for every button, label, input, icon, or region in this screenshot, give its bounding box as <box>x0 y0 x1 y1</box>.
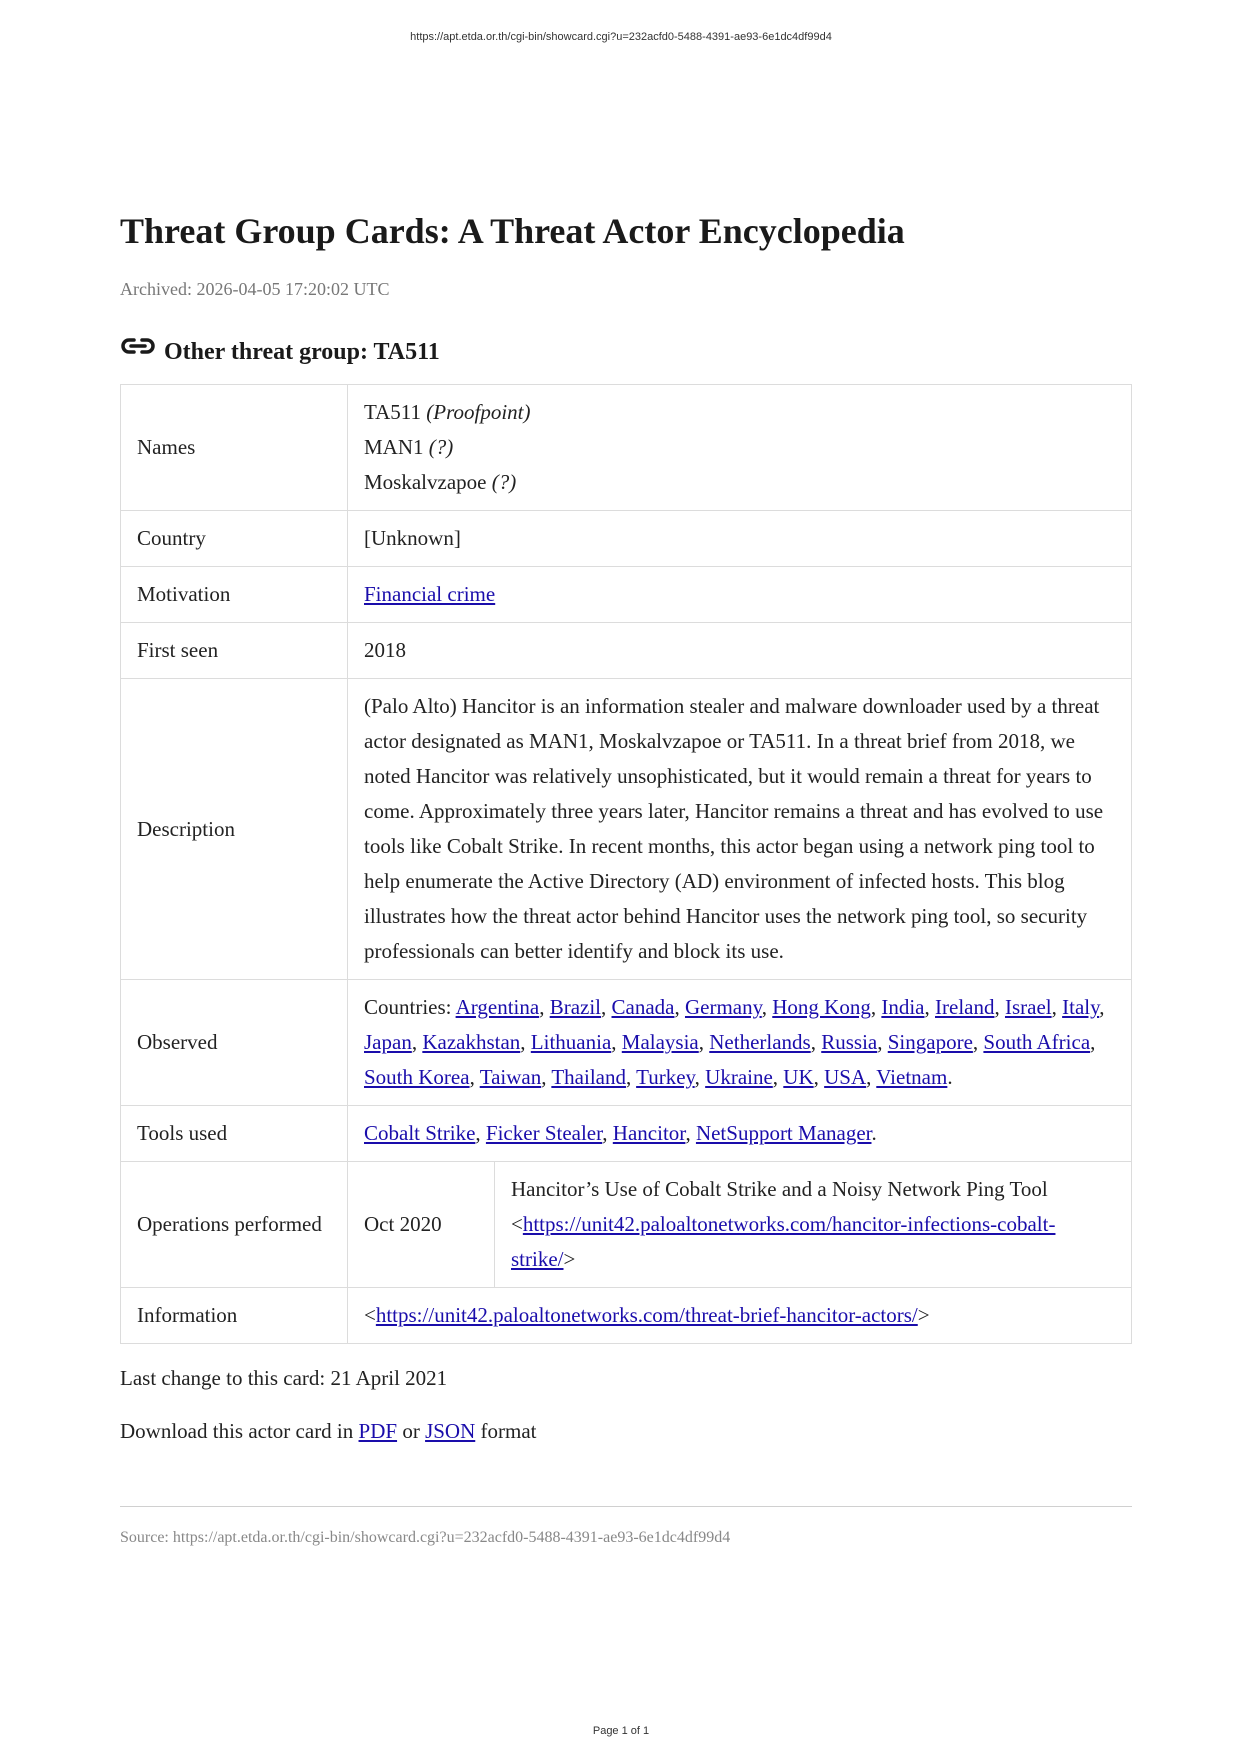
country-link[interactable]: Ireland <box>935 995 995 1020</box>
tool-link[interactable]: Ficker Stealer <box>485 1121 603 1146</box>
country-link[interactable]: South Korea <box>364 1065 470 1090</box>
main-content <box>120 210 1132 1547</box>
country-link[interactable]: Italy <box>1062 995 1100 1020</box>
country-link[interactable]: UK <box>783 1065 814 1090</box>
motivation-label: Motivation <box>121 567 348 623</box>
country-link[interactable]: Russia <box>821 1030 878 1055</box>
operation-title: Hancitor’s Use of Cobalt Strike and a Noisy Network Ping Tool <box>511 1177 1048 1202</box>
row-country <box>121 511 1132 567</box>
country-link[interactable]: Japan <box>364 1030 412 1055</box>
first-seen-value: 2018 <box>348 623 1132 679</box>
information-label: Information <box>121 1288 348 1344</box>
page-title: Threat Group Cards: A Threat Actor Encyclopedia <box>120 211 905 251</box>
country-link[interactable]: Thailand <box>551 1065 626 1090</box>
country-value: [Unknown] <box>348 511 1132 567</box>
country-link[interactable]: Taiwan <box>479 1065 542 1090</box>
json-download-link[interactable]: JSON <box>425 1419 476 1444</box>
country-link[interactable]: South Africa <box>983 1030 1091 1055</box>
operation-link[interactable]: https://unit42.paloaltonetworks.com/hancitor-infections-cobalt-strike/ <box>511 1212 1056 1272</box>
row-description <box>121 679 1132 980</box>
country-link[interactable]: Germany <box>684 995 762 1020</box>
page-url-header: https://apt.etda.or.th/cgi-bin/showcard.cgi?u=232acfd0-5488-4391-ae93-6e1dc4df99d4 <box>410 31 832 43</box>
tools-value <box>348 1106 1132 1162</box>
country-link[interactable]: USA <box>824 1065 867 1090</box>
countries-list: Argentina, Brazil, Canada, Germany, Hong Kong, India, Ireland, Israel, Italy, Japan, Kazakhstan, Lithuania, Malaysia, Netherlands, Russia, Singapore, South Africa, South Korea, Taiwan, Thailand, Turkey, Ukraine, UK, USA, Vietnam. <box>364 995 1105 1090</box>
country-link[interactable]: Israel <box>1004 995 1052 1020</box>
link-icon[interactable] <box>120 332 156 362</box>
name-entry: Moskalvzapoe (?) <box>364 470 517 495</box>
country-link[interactable]: Malaysia <box>621 1030 699 1055</box>
country-link[interactable]: Ukraine <box>705 1065 773 1090</box>
tool-link[interactable]: NetSupport Manager <box>695 1121 872 1146</box>
row-information <box>121 1288 1132 1344</box>
information-value: <https://unit42.paloaltonetworks.com/threat-brief-hancitor-actors/> <box>348 1288 1132 1344</box>
operation-date: Oct 2020 <box>348 1162 495 1288</box>
country-link[interactable]: Netherlands <box>709 1030 811 1055</box>
row-operations <box>121 1162 1132 1288</box>
pdf-download-link[interactable]: PDF <box>358 1419 398 1444</box>
tool-link[interactable]: Cobalt Strike <box>364 1121 476 1146</box>
row-motivation <box>121 567 1132 623</box>
row-observed <box>121 980 1132 1106</box>
source-url: Source: https://apt.etda.or.th/cgi-bin/showcard.cgi?u=232acfd0-5488-4391-ae93-6e1dc4df99d4 <box>120 1529 731 1547</box>
last-change-text: Last change to this card: 21 April 2021 <box>120 1366 448 1391</box>
country-link[interactable]: India <box>881 995 925 1020</box>
description-text: (Palo Alto) Hancitor is an information stealer and malware downloader used by a threat actor designated as MAN1, Moskalvzapoe or TA511. In a threat brief from 2018, we noted Hancitor was relatively unsophisticated, but it would remain a threat for years to come. Approximately three years later, Hancitor remains a threat and has evolved to use tools like Cobalt Strike. In recent months, this actor began using a network ping tool to help enumerate the Active Directory (AD) environment of infected hosts. This blog illustrates how the threat actor behind Hancitor uses the network ping tool, so security professionals can better identify and block its use. <box>348 679 1132 980</box>
country-link[interactable]: Vietnam <box>876 1065 948 1090</box>
first-seen-label: First seen <box>121 623 348 679</box>
country-link[interactable]: Canada <box>611 995 675 1020</box>
download-line: Download this actor card in PDF or JSON format <box>120 1419 537 1444</box>
footer-divider <box>120 1506 1132 1507</box>
operation-detail: Hancitor’s Use of Cobalt Strike and a Noisy Network Ping Tool <https://unit42.paloaltonetworks.com/hancitor-infections-cobalt-strike/> <box>495 1162 1132 1288</box>
row-names <box>121 385 1132 511</box>
name-entry: MAN1 (?) <box>364 435 454 460</box>
observed-value: Countries: Argentina, Brazil, Canada, Germany, Hong Kong, India, Ireland, Israel, Italy, Japan, Kazakhstan, Lithuania, Malaysia, Netherlands, Russia, Singapore, South Africa, South Korea, Taiwan, Thailand, Turkey, Ukraine, UK, USA, Vietnam. <box>348 980 1132 1106</box>
country-link[interactable]: Hong Kong <box>772 995 871 1020</box>
names-label: Names <box>121 385 348 511</box>
country-link[interactable]: Argentina <box>455 995 540 1020</box>
country-link[interactable]: Singapore <box>887 1030 973 1055</box>
tools-label: Tools used <box>121 1106 348 1162</box>
information-link[interactable]: https://unit42.paloaltonetworks.com/threat-brief-hancitor-actors/ <box>375 1303 918 1328</box>
description-label: Description <box>121 679 348 980</box>
row-tools <box>121 1106 1132 1162</box>
observed-label: Observed <box>121 980 348 1106</box>
archived-timestamp: Archived: 2026-04-05 17:20:02 UTC <box>120 279 390 300</box>
page-number: Page 1 of 1 <box>592 1725 650 1737</box>
name-entry: TA511 (Proofpoint) <box>364 400 531 425</box>
tools-list: Cobalt Strike, Ficker Stealer, Hancitor, NetSupport Manager. <box>364 1121 877 1146</box>
group-heading <box>120 332 1132 366</box>
names-value <box>348 385 1132 511</box>
row-first-seen <box>121 623 1132 679</box>
tool-link[interactable]: Hancitor <box>612 1121 686 1146</box>
country-label: Country <box>121 511 348 567</box>
country-link[interactable]: Turkey <box>636 1065 695 1090</box>
country-link[interactable]: Lithuania <box>530 1030 612 1055</box>
group-name-heading: Other threat group: TA511 <box>164 339 440 366</box>
actor-card-table <box>120 384 1132 1344</box>
country-link[interactable]: Kazakhstan <box>422 1030 521 1055</box>
operations-label: Operations performed <box>121 1162 348 1288</box>
country-link[interactable]: Brazil <box>549 995 601 1020</box>
motivation-link[interactable]: Financial crime <box>364 582 496 607</box>
